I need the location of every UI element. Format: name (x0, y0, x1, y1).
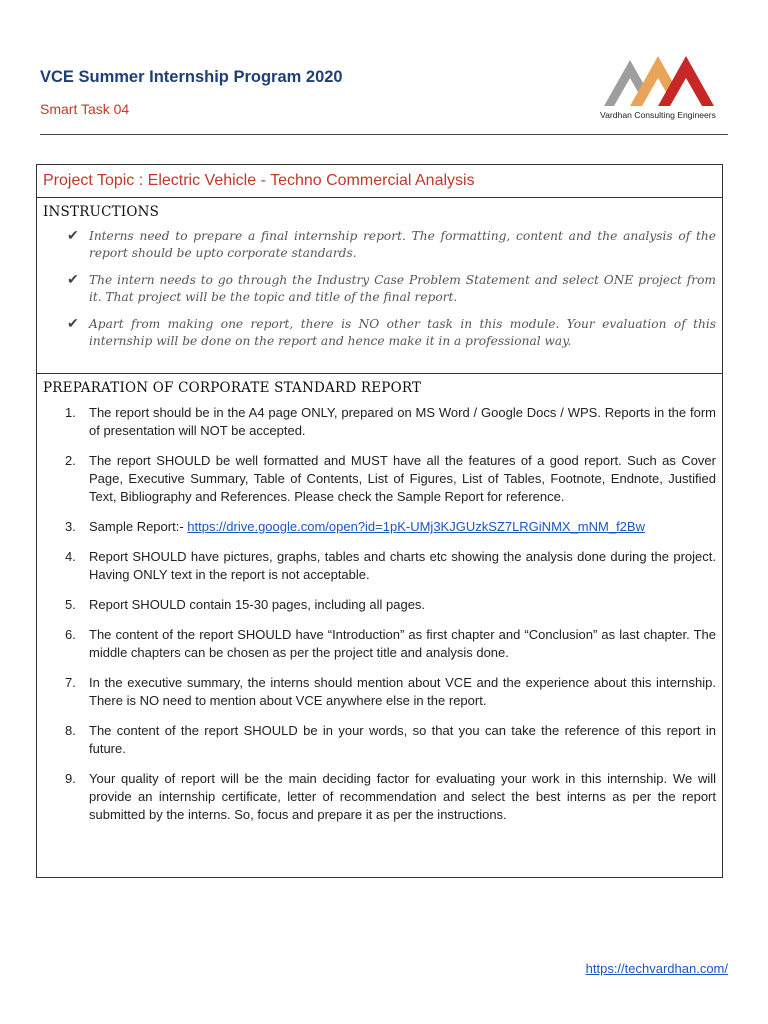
sample-report-link[interactable]: https://drive.google.com/open?id=1pK-UMj3KJGUzkSZ7LRGiNMX_mNM_f2Bw (187, 519, 645, 534)
checkmark-icon: ✔ (67, 316, 79, 332)
list-item (43, 626, 716, 662)
preparation-heading: PREPARATION OF CORPORATE STANDARD REPORT (43, 380, 422, 396)
item-text: The content of the report SHOULD be in your words, so that you can take the reference of this report in future. (89, 723, 716, 756)
item-text: In the executive summary, the interns should mention about VCE and the experience about this internship. There is NO need to mention about VCE anywhere else in the report. (89, 675, 716, 708)
item-number: 6. (65, 627, 76, 642)
checkmark-icon: ✔ (67, 272, 79, 288)
list-item (43, 674, 716, 710)
instruction-text: Apart from making one report, there is NO other task in this module. Your evaluation of this internship will be done on the report and hence make it in a professional way. (89, 317, 716, 348)
item-text: The report SHOULD be well formatted and MUST have all the features of a good report. Such as Cover Page, Executive Summary, Table of Contents, List of Figures, List of Tables, Footnote, Endnote, Justified Text, Bibliography and References. Please check the Sample Report for reference. (89, 453, 716, 504)
item-text: Report SHOULD have pictures, graphs, tables and charts etc showing the analysis done during the project. Having ONLY text in the report is not acceptable. (89, 549, 716, 582)
list-item (43, 770, 716, 824)
list-item (43, 722, 716, 758)
instruction-text: The intern needs to go through the Industry Case Problem Statement and select ONE project from it. That project will be the topic and title of the final report. (89, 273, 716, 304)
website-link[interactable]: https://techvardhan.com/ (585, 961, 728, 976)
instructions-heading: INSTRUCTIONS (43, 204, 160, 220)
item-number: 3. (65, 519, 76, 534)
item-number: 5. (65, 597, 76, 612)
logo-mountains-icon (600, 52, 716, 108)
item-number: 1. (65, 405, 76, 420)
item-text: Your quality of report will be the main deciding factor for evaluating your work in this internship. We will provide an internship certificate, letter of recommendation and select the best interns as per the report submitted by the interns. So, focus and prepare it as per the instructions. (89, 771, 716, 822)
checkmark-icon: ✔ (67, 228, 79, 244)
task-subtitle: Smart Task 04 (40, 101, 130, 117)
header-divider (40, 134, 728, 135)
item-text: Report SHOULD contain 15-30 pages, including all pages. (89, 597, 426, 612)
item-text: The report should be in the A4 page ONLY, prepared on MS Word / Google Docs / WPS. Reports in the form of presentation will NOT be accepted. (89, 405, 716, 438)
item-number: 9. (65, 771, 76, 786)
item-text: The content of the report SHOULD have “Introduction” as first chapter and “Conclusion” as last chapter. The middle chapters can be chosen as per the project title and analysis done. (89, 627, 716, 660)
list-item (43, 518, 716, 536)
logo-company-name: Vardhan Consulting Engineers (600, 110, 716, 120)
instruction-text: Interns need to prepare a final internship report. The formatting, content and the analysis of the report should be upto corporate standards. (89, 229, 716, 260)
item-number: 8. (65, 723, 76, 738)
list-item (43, 404, 716, 440)
task-box (36, 164, 723, 878)
instruction-item (43, 228, 716, 262)
company-logo (596, 52, 720, 124)
list-item (43, 452, 716, 506)
item-number: 7. (65, 675, 76, 690)
item-number: 2. (65, 453, 76, 468)
instruction-item (43, 272, 716, 306)
instructions-list (43, 228, 716, 350)
project-topic: Project Topic : Electric Vehicle - Techno Commercial Analysis (37, 165, 722, 198)
program-title: VCE Summer Internship Program 2020 (40, 68, 343, 86)
list-item (43, 596, 716, 614)
preparation-list (43, 404, 716, 824)
instructions-section (37, 198, 722, 374)
item-text: Sample Report:- (89, 519, 188, 534)
instruction-item (43, 316, 716, 350)
item-number: 4. (65, 549, 76, 564)
list-item (43, 548, 716, 584)
preparation-section (37, 374, 722, 824)
